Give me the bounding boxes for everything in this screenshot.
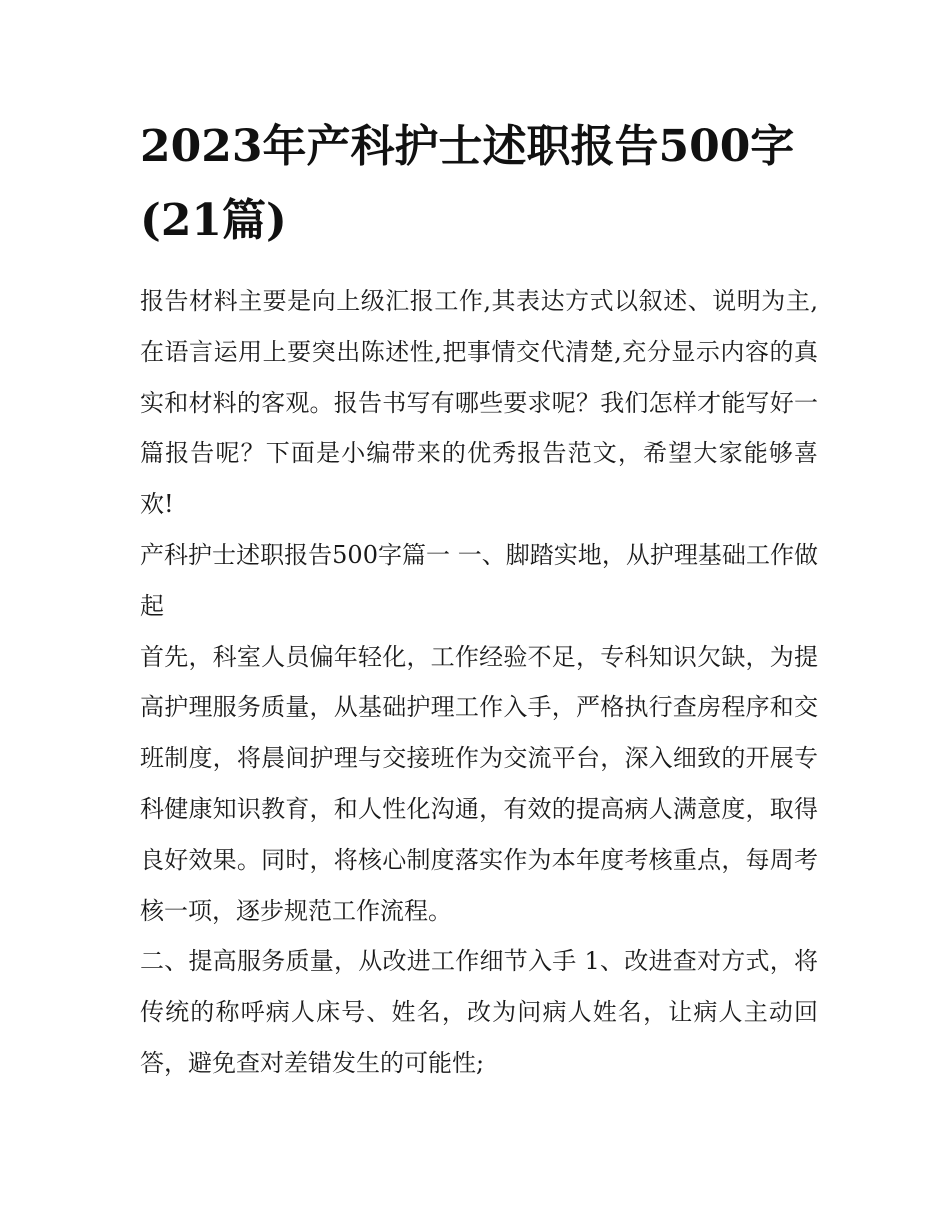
document-title: 2023年产科护士述职报告500字(21篇) bbox=[140, 121, 795, 246]
paragraph-section-two: 二、提高服务质量，从改进工作细节入手 1、改进查对方式，将传统的称呼病人床号、姓名，改为问病人姓名，让病人主动回答，避免查对差错发生的可能性; bbox=[140, 947, 818, 1077]
paragraph-intro: 报告材料主要是向上级汇报工作,其表达方式以叙述、说明为主,在语言运用上要突出陈述性,把事情交代清楚,充分显示内容的真实和材料的客观。报告书写有哪些要求呢？我们怎样才能写好一篇报告呢？下面是小编带来的优秀报告范文，希望大家能够喜欢! bbox=[140, 287, 818, 519]
paragraph-section-one-heading: 产科护士述职报告500字篇一 一、脚踏实地，从护理基础工作做起 bbox=[140, 540, 818, 620]
paragraph-section-one-body: 首先，科室人员偏年轻化，工作经验不足，专科知识欠缺，为提高护理服务质量，从基础护理工作入手，严格执行查房程序和交班制度，将晨间护理与交接班作为交流平台，深入细致的开展专科健康知识教育，和人性化沟通，有效的提高病人满意度，取得良好效果。同时，将核心制度落实作为本年度考核重点，每周考核一项，逐步规范工作流程。 bbox=[140, 642, 818, 925]
document-body bbox=[140, 276, 818, 1089]
